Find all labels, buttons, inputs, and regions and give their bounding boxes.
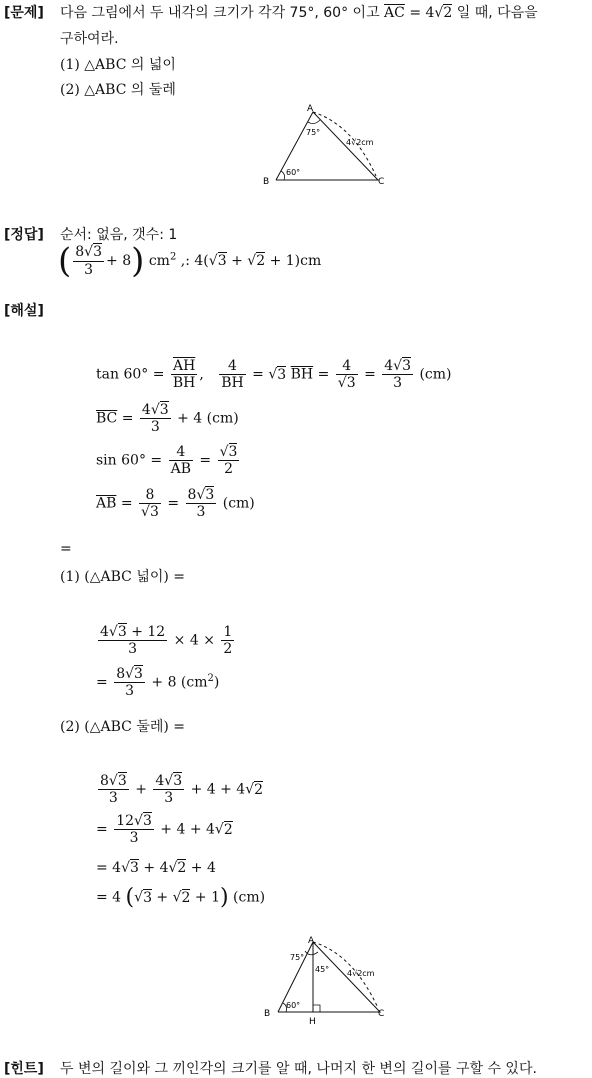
question-2: (2) △ABC 의 둘레 [60, 82, 176, 98]
triangle-figure-2 [260, 932, 390, 1026]
answer-meta: 순서: 없음, 갯수: 1 [60, 227, 178, 243]
angle-45-label: 45° [315, 965, 330, 974]
solution-area-1: $\frac{4√3 + 12}{3}$ × 4 × $\frac{1}{2}$ [100, 624, 233, 658]
solution-equals: = [60, 541, 72, 557]
solution-perimeter-2: = $\frac{12√3}{3}$ + 4 + 4√2 [96, 813, 233, 847]
vertex-a-label: A [307, 104, 314, 114]
angle-b-label-2: 60° [286, 1001, 301, 1010]
solution-perimeter-4: = 4 (√3 + √2 + 1) (cm) [96, 885, 266, 910]
solution-eq-4: $\overline{AB}$ = $\frac{8}{√3}$ = $\frac{8√3}{3}$ (cm) [96, 487, 255, 521]
hint-tag: [힌트] [4, 1061, 44, 1077]
angle-b-label: 60° [286, 168, 301, 177]
solution-perimeter-1: $\frac{8√3}{3}$ + $\frac{4√3}{3}$ + 4 + 4√2 [100, 773, 264, 807]
vertex-c-label-2: C [378, 1009, 385, 1019]
vertex-c-label: C [378, 177, 385, 187]
answer-formula: ( $\frac{8√3}{3}$ + 8) $cm^2$ ,: 4(√3 + √2 + 1)cm [58, 241, 322, 281]
foot-h-label: H [309, 1017, 316, 1026]
solution-eq-2: $\overline{BC}$ = $\frac{4√3}{3}$ + 4 (cm) [96, 402, 239, 436]
problem-line-2: 구하여라. [60, 31, 119, 47]
side-ac-label: 4√2cm [346, 138, 374, 147]
answer-tag: [정답] [4, 227, 44, 243]
hint-text: 두 변의 길이와 그 끼인각의 크기를 알 때, 나머지 한 변의 길이를 구할 수 있다. [60, 1061, 537, 1077]
vertex-a-label-2: A [308, 936, 315, 946]
solution-tag: [해설] [4, 303, 44, 319]
question-1: (1) △ABC 의 넓이 [60, 57, 176, 73]
side-ac-label-2: 4√2cm [347, 969, 375, 978]
solution-part-2-heading: (2) (△ABC 둘레) = [60, 719, 186, 735]
problem-tag: [문제] [4, 5, 44, 21]
solution-perimeter-3: = 4√3 + 4√2 + 4 [96, 860, 216, 876]
vertex-b-label: B [263, 177, 270, 187]
angle-a-label-2: 75° [290, 953, 305, 962]
angle-a-label: 75° [306, 128, 321, 137]
triangle-figure-1 [258, 100, 388, 190]
vertex-b-label-2: B [264, 1009, 271, 1019]
solution-eq-3: sin 60° = $\frac{4}{AB}$ = $\frac{√3}{2}$ [96, 444, 238, 478]
solution-eq-1: tan 60° = $\frac{\overline{AH}}{BH}$ , $\frac{4}{BH}$ = √3 $\overline{BH}$ = $\frac{4}{√3}$ = $\frac{4√3}{3}$ (cm) [96, 358, 452, 392]
solution-area-2: = $\frac{8√3}{3}$ + 8 $(cm^2)$ [96, 666, 220, 700]
problem-line-1: 다음 그림에서 두 내각의 크기가 각각 75°, 60° 이고 $\overline{AC} = 4√2$ 일 때, 다음을 [60, 5, 538, 21]
solution-part-1-heading: (1) (△ABC 넓이) = [60, 569, 186, 585]
